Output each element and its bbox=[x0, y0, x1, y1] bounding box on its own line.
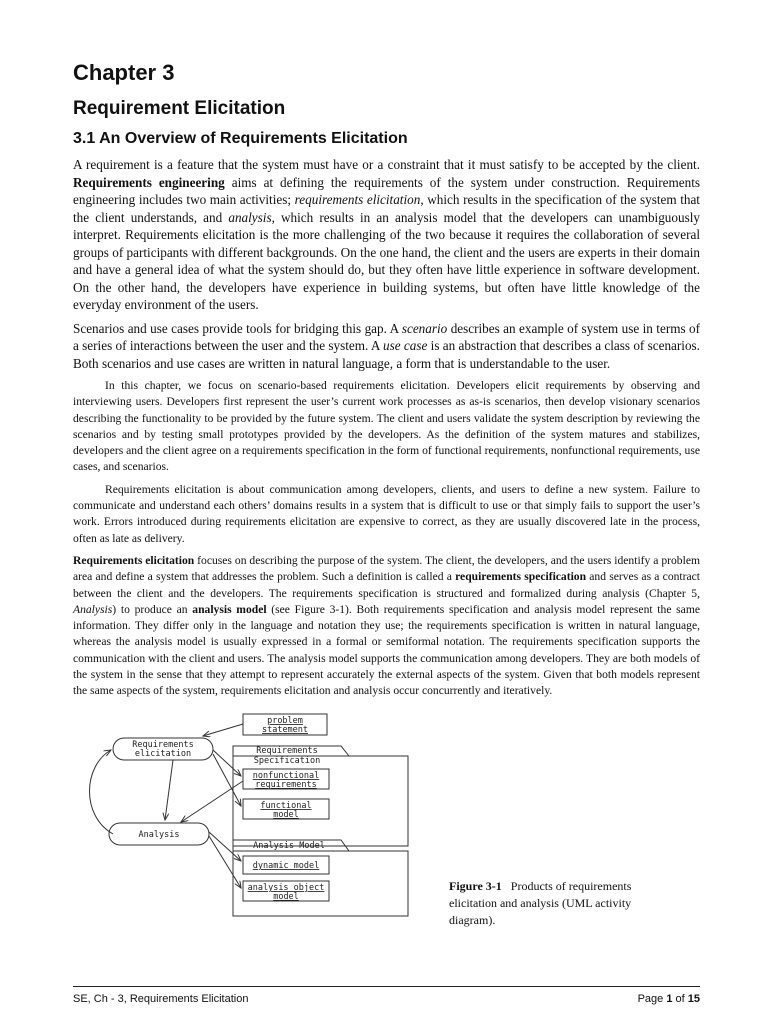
figure-caption bbox=[449, 878, 659, 929]
footer-title: SE, Ch - 3, Requirements Elicitation bbox=[73, 993, 249, 1005]
uml-activity-diagram bbox=[73, 706, 453, 936]
functional-line1: functional bbox=[260, 800, 312, 811]
page-number: Page 1 of 15 bbox=[637, 993, 700, 1005]
req-elicitation-line1: Requirements bbox=[132, 739, 194, 750]
paragraph-5: Requirements elicitation focuses on describing the purpose of the system. The client, the developers, and the users identify a problem area and define a system that addresses the problem. Such a definition is called a requirements specification and serves as a contract between the client and the developers. The requirements specification is structured and formalized during analysis (Chapter 5, Analysis) to produce an analysis model (see Figure 3-1). Both requirements specification and analysis model represent the same information. They differ only in the language and notation they use; the requirements specification is written in natural language, whereas the analysis model is usually expressed in a formal or semiformal notation. The requirements specification supports the communication with the client and users. The analysis model supports the communication among developers. They are both models of the system in the sense that they attempt to represent accurately the external aspects of the system. Given that both models represent the same aspects of the system, requirements elicitation and analysis occur concurrently and iteratively. bbox=[73, 553, 701, 698]
paragraph-4: Requirements elicitation is about communication among developers, clients, and users to define a new system. Failure to communicate and understand each others’ domains results in a system that is difficult to use or that simply fails to support the user’s work. Errors introduced during requirements elicitation are expensive to correct, as they are usually discovered late in the process, often as late as delivery. bbox=[73, 482, 700, 545]
chapter-title: Requirement Elicitation bbox=[73, 98, 286, 119]
req-spec-line2: Specification bbox=[253, 755, 321, 766]
analysis-object-line2: model bbox=[273, 891, 299, 902]
nonfunctional-line2: requirements bbox=[255, 779, 317, 790]
caption-text: Products of requirements elicitation and analysis (UML activity diagram). bbox=[449, 878, 632, 927]
chapter-heading: Chapter 3 bbox=[73, 60, 175, 85]
analysis-model-label: Analysis Model bbox=[253, 840, 325, 851]
caption-label: Figure 3-1 bbox=[449, 878, 502, 893]
section-heading: 3.1 An Overview of Requirements Elicitation bbox=[73, 130, 408, 147]
problem-statement-line2: statement bbox=[261, 724, 309, 735]
dynamic-model-label: dynamic model bbox=[252, 860, 320, 871]
paragraph-3: In this chapter, we focus on scenario-based requirements elicitation. Developers elicit requirements by observing and interviewing users. Developers first represent the user’s current work processes as as-is scenarios, then develop visionary scenarios describing the functionality to be provided by the future system. The client and users validate the system description by reviewing the scenarios and by testing small prototypes provided by the developers. As the definition of the system matures and stabilizes, developers and the client agree on a requirements specification in the form of functional requirements, nonfunctional requirements, use cases, and scenarios. bbox=[73, 379, 700, 474]
req-elicitation-line2: elicitation bbox=[134, 748, 192, 759]
problem-statement-line1: problem bbox=[267, 715, 303, 726]
req-spec-line1: Requirements bbox=[256, 745, 318, 756]
functional-line2: model bbox=[273, 809, 299, 820]
document-page bbox=[73, 52, 700, 936]
paragraph-2: Scenarios and use cases provide tools for bridging this gap. A scenario describes an example of system use in terms of a series of interactions between the user and the system. A use case is an abstraction that describes a class of scenarios. Both scenarios and use cases are written in natural language, a form that is understandable to the user. bbox=[73, 320, 701, 371]
nonfunctional-line1: nonfunctional bbox=[252, 770, 320, 781]
page-footer bbox=[73, 986, 700, 1005]
figure-3-1 bbox=[73, 706, 700, 936]
analysis-object-line1: analysis object bbox=[247, 882, 325, 893]
paragraph-1: A requirement is a feature that the system must have or a constraint that it must satisfy to be accepted by the client. Requirements engineering aims at defining the requirements of the system under construction. Requirements engineering includes two main activities; requirements elicitation, which results in the specification of the system that the client understands, and analysis, which results in an analysis model that the developers can unambiguously interpret. Requirements elicitation is the more challenging of the two because it requires the collaboration of several groups of participants with different backgrounds. On the one hand, the client and the users are experts in their domain and have a general idea of what the system should do, but they often have little experience in software development. On the other hand, the developers have experience in building systems, but often have little knowledge of the everyday environment of the users. bbox=[73, 157, 701, 312]
analysis-label: Analysis bbox=[138, 829, 180, 840]
